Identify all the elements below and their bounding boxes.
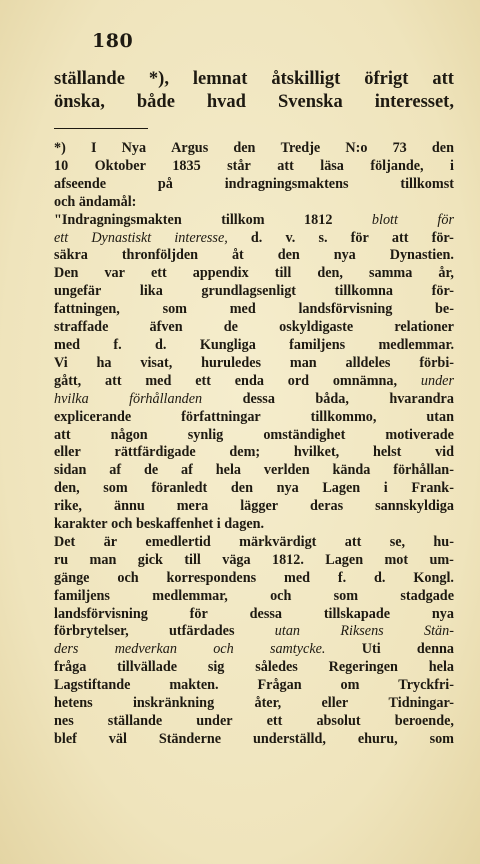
word: underställd, [253,730,326,747]
word: nya [431,605,454,622]
footnote-line [54,355,454,373]
word: ställande [54,69,125,89]
word: Lagen [322,480,361,497]
word: ehuru, [357,730,398,747]
word: lägger [240,498,279,515]
word: tillkomna [334,283,393,300]
word: beroende, [394,713,454,729]
word: Argus [171,140,209,156]
word: ett [266,713,283,729]
word: f. [337,569,347,586]
word: gått, [54,372,82,389]
word: d. [155,336,167,353]
word: ett [150,265,167,282]
word: oskyldigaste [279,319,354,336]
footnote-line [54,230,454,248]
footnote-line [54,427,454,445]
word: interesse, [174,229,228,246]
word: straffade [54,319,109,336]
word: af [181,462,193,479]
word: *), [148,69,169,89]
word: utan [426,408,454,425]
word: samtycke. [269,641,326,658]
word: appendix [192,265,249,282]
word: öfrigt [364,69,409,89]
word: Svenska [277,92,343,112]
word: vid [435,444,454,461]
word: för [189,605,208,622]
word: blott [371,211,398,228]
word: Lagen [325,551,364,568]
word: hvilka [54,390,89,407]
word: rike, [54,498,82,515]
word: att [277,157,294,174]
footnote-line [54,516,454,534]
word: som [103,480,128,497]
word: åtskilligt [271,69,341,89]
word: åter, [254,695,282,712]
word: omnämna, [332,372,398,389]
word: hu- [433,533,454,550]
word: i [383,480,388,497]
word: grundlagsenligt [201,283,297,300]
word: lemnat [192,69,248,89]
footnote-line [54,570,454,588]
word: förhållanden [129,390,203,407]
word: enda [234,372,264,389]
word: dagen. [224,516,265,533]
word: rättfärdigade [114,444,196,461]
word: att [432,69,454,89]
word: på [157,175,173,192]
word: indragningsmaktens [224,175,349,192]
word: och [117,569,139,586]
word: hela [428,659,454,676]
word: landsförvisning [298,301,393,318]
word: man [289,354,317,371]
word: absolut [316,713,361,729]
word: tillkomst [400,175,454,192]
word: 1812. [271,551,304,568]
word: ungefär [54,283,102,300]
word: tillkommo, [310,408,377,425]
word: om [340,677,360,694]
word: samma [368,265,413,282]
word: tillvällade [117,659,178,676]
word: Vi [54,354,68,371]
word: för [437,211,454,228]
word: omständighet [263,426,346,443]
word: verlden [263,462,310,479]
word: um- [429,551,454,568]
word: med [145,372,172,389]
word: åt [231,247,244,264]
word: den [230,480,253,497]
word: ru [54,551,69,568]
word: mot [384,551,409,568]
body-text [54,68,454,114]
word: utan [274,623,301,640]
word: sannskyldiga [375,498,454,515]
footnote-line [54,176,454,194]
word: att [105,372,122,389]
footnote-line [54,552,454,570]
word: tillkom [221,211,265,228]
footnote-line [54,391,454,409]
word: ett [195,372,211,389]
word: Stän- [424,623,454,640]
word: makten. [169,677,219,694]
word: I [90,140,97,156]
word: sidan [54,462,87,479]
word: d. [250,229,263,246]
word: och [54,193,79,210]
word: för [350,229,369,246]
word: nes [54,713,74,729]
footnote-line [54,677,454,695]
word: den, [54,480,80,497]
word: hetens [54,695,93,712]
footnote-line [54,283,454,301]
word: lika [139,283,163,300]
word: och [111,516,136,533]
word: af [109,462,122,479]
footnote-line [54,695,454,713]
word: huruledes [201,354,262,371]
word: de [223,319,238,336]
word: inskränkning [132,695,215,712]
word: Frank- [411,480,454,497]
word: eller [321,695,349,712]
word: d. [374,569,386,586]
word: gick [137,551,163,568]
footnote-line [54,247,454,265]
footnote-line [54,498,454,516]
word: kända [332,462,371,479]
word: denna [416,641,454,658]
word: fråga [54,659,87,676]
word: mera [176,498,209,515]
word: "Indragningsmakten [54,211,182,228]
word: Regeringen [328,659,398,676]
footnote-line [54,534,454,552]
word: eller [54,444,81,461]
word: föranledt [151,480,208,497]
word: Riksens [340,623,384,640]
word: ord [287,372,310,389]
word: explicerande [54,408,132,425]
word: medlemmar. [378,336,454,353]
word: äfven [149,319,183,336]
footnote [54,140,454,749]
word: se, [389,533,406,550]
word: v. [285,229,296,246]
word: afseende [54,175,107,192]
word: deras [310,498,344,515]
footnote-line [54,265,454,283]
word: med [54,336,81,353]
footnote-line [54,462,454,480]
word: år, [438,265,454,282]
word: tillskapade [323,605,391,622]
word: under [196,713,233,729]
word: hvarandra [389,390,454,407]
word: läsa [320,157,344,174]
word: medlemmar, [152,587,228,604]
word: karakter [54,516,112,533]
word: någon [110,426,148,443]
word: *) [54,140,66,156]
word: hvilket, [293,444,340,461]
word: emedlertid [145,533,211,550]
footnote-line [54,606,454,624]
word: hvad [206,92,246,112]
word: och [270,587,292,604]
footnote-line [54,641,454,659]
footnote-line [54,194,454,212]
word: författningar [181,408,261,425]
word: motiverade [385,426,454,443]
word: Dynastien. [389,247,454,264]
footnote-line [54,212,454,230]
word: Tredje [280,140,321,156]
footnote-line [54,588,454,606]
word: Kungliga [199,336,256,353]
word: utfärdades [169,623,235,640]
word: i [450,157,454,174]
word: förbrytelser, [54,623,129,640]
word: således [255,659,298,676]
word: Nya [121,140,147,156]
word: gänge [54,569,90,586]
word: Tidningar- [388,695,454,712]
word: nya [333,247,356,264]
word: med [229,301,256,318]
word: ders [54,641,79,658]
word: säkra [54,247,88,264]
word: dessa [242,390,275,407]
word: önska, [54,92,105,112]
word: Oktober [94,157,146,174]
footnote-line [54,140,454,158]
word: medverkan [114,641,177,658]
word: 1835 [172,157,201,174]
word: båda, [315,390,349,407]
word: väga [222,551,251,568]
word: Den [54,265,79,282]
word: hela [215,462,241,479]
word: de [143,462,159,479]
word: ännu [113,498,145,515]
word: sig [207,659,225,676]
word: ställande [107,713,163,729]
word: s. [318,229,328,246]
word: dem; [229,444,261,461]
word: blef [54,730,77,747]
word: Lagstiftande [54,677,131,694]
word: till [274,265,292,282]
footnote-line [54,409,454,427]
word: helst [372,444,402,461]
word: 73 [392,140,407,156]
word: Frågan [257,677,302,694]
word: ha [96,354,112,371]
word: relationer [394,319,454,336]
footnote-line [54,480,454,498]
word: nya [276,480,299,497]
footnote-line [54,713,454,731]
word: som [162,301,187,318]
word: 1812 [304,211,333,228]
word: ändamål: [78,193,137,210]
word: den, [317,265,343,282]
word: N:o [345,140,368,156]
footnote-line [54,301,454,319]
footnote-line [54,659,454,677]
word: som [333,587,359,604]
word: synlig [187,426,224,443]
word: för- [431,283,454,300]
word: den [431,140,454,156]
footnote-line [54,373,454,391]
word: fattningen, [54,301,120,318]
word: var [104,265,125,282]
word: följande, [370,157,424,174]
word: landsförvisning [54,605,148,622]
body-line [54,91,454,114]
word: både [136,92,175,112]
word: märkvärdigt [239,533,317,550]
word: visat, [140,354,173,371]
page-number: 180 [92,30,134,52]
word: står [227,157,251,174]
word: alldeles [345,354,391,371]
word: med [284,569,311,586]
word: dessa [249,605,282,622]
word: man [89,551,117,568]
word: Det [54,533,76,550]
word: beskaffenhet [135,516,217,533]
word: att [391,229,409,246]
word: i [216,516,225,533]
word: korrespondens [166,569,257,586]
word: ett [54,229,69,246]
word: den [233,140,256,156]
word: Ständerne [158,730,222,747]
footnote-line [54,731,454,749]
body-line [54,68,454,91]
word: väl [108,730,127,747]
footnote-separator-rule [54,128,148,129]
word: interesset, [374,92,454,112]
word: under [420,372,454,389]
word: be- [435,301,454,318]
footnote-line [54,444,454,462]
footnote-line [54,319,454,337]
word: för- [431,229,454,246]
footnote-line [54,623,454,641]
word: Kongl. [413,569,454,586]
word: thronföljden [121,247,199,264]
word: familjens [54,587,110,604]
word: att [344,533,362,550]
footnote-line [54,337,454,355]
word: och [213,641,234,658]
word: Uti [361,641,381,658]
word: 10 [54,157,69,174]
word: Tryckfri- [398,677,454,694]
word: stadgade [400,587,454,604]
word: till [184,551,201,568]
word: som [429,730,454,747]
word: f. [113,336,122,353]
word: att [54,426,71,443]
word: familjens [289,336,346,353]
word: förhållan- [393,462,454,479]
word: är [103,533,118,550]
word: förbi- [419,354,454,371]
word: den [277,247,300,264]
footnote-line [54,158,454,176]
word: Dynastiskt [91,229,152,246]
